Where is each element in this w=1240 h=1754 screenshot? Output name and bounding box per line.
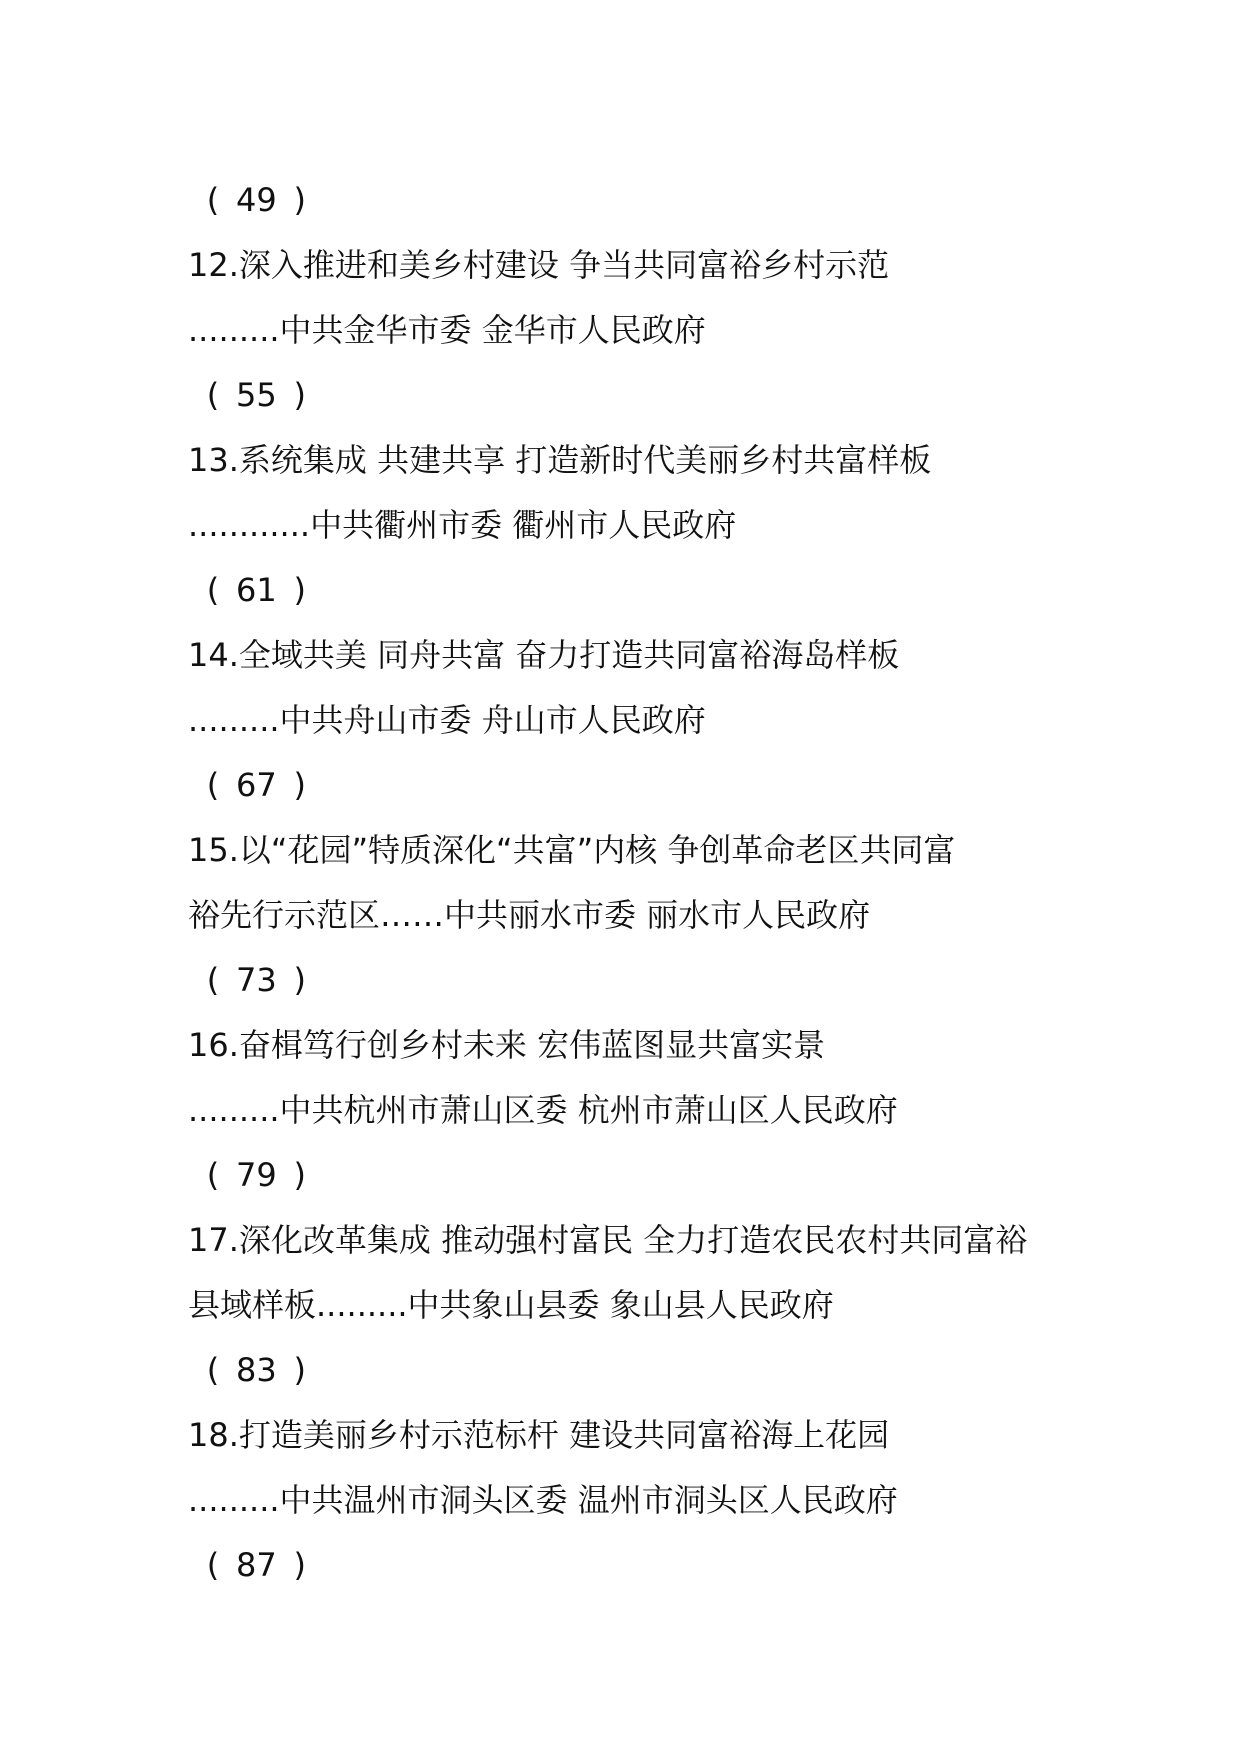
- toc-entry-author: .........中共舟山市委 舟山市人民政府: [188, 701, 706, 739]
- open-paren: (: [206, 571, 220, 609]
- toc-entry-author: .........中共金华市委 金华市人民政府: [188, 311, 706, 349]
- page-number-line: [188, 1143, 1088, 1208]
- open-paren: (: [206, 1546, 220, 1584]
- close-paren: ): [293, 1156, 306, 1194]
- page-number-line: [188, 363, 1088, 428]
- open-paren: (: [206, 961, 220, 999]
- toc-entry-title: 13.系统集成 共建共享 打造新时代美丽乡村共富样板: [188, 441, 932, 479]
- page-number-line: [188, 948, 1088, 1013]
- open-paren: (: [206, 1156, 220, 1194]
- toc-entry-author: .........中共温州市洞头区委 温州市洞头区人民政府: [188, 1481, 898, 1519]
- close-paren: ): [293, 376, 306, 414]
- toc-entry-title: 15.以“花园”特质深化“共富”内核 争创革命老区共同富: [188, 831, 956, 869]
- page-number-line: [188, 753, 1088, 818]
- open-paren: (: [206, 376, 220, 414]
- page-number: 73: [236, 961, 277, 999]
- toc-entry-title: 17.深化改革集成 推动强村富民 全力打造农民农村共同富裕: [188, 1221, 1028, 1259]
- toc-entry-title: 14.全域共美 同舟共富 奋力打造共同富裕海岛样板: [188, 636, 900, 674]
- toc-entry-title: 16.奋楫笃行创乡村未来 宏伟蓝图显共富实景: [188, 1026, 826, 1064]
- open-paren: (: [206, 181, 220, 219]
- page-number: 67: [236, 766, 277, 804]
- toc-entry-author: .........中共杭州市萧山区委 杭州市萧山区人民政府: [188, 1091, 898, 1129]
- toc-entry-title-continued: 裕先行示范区……中共丽水市委 丽水市人民政府: [188, 896, 871, 934]
- close-paren: ): [293, 1546, 306, 1584]
- close-paren: ): [293, 1351, 306, 1389]
- close-paren: ): [293, 961, 306, 999]
- toc-entry-title: 12.深入推进和美乡村建设 争当共同富裕乡村示范: [188, 246, 890, 284]
- toc-entry-author: ............中共衢州市委 衢州市人民政府: [188, 506, 737, 544]
- page-number: 87: [236, 1546, 277, 1584]
- table-of-contents: [188, 168, 1088, 1598]
- close-paren: ): [293, 571, 306, 609]
- page-number: 61: [236, 571, 277, 609]
- toc-entry-title-continued: 县域样板.........中共象山县委 象山县人民政府: [188, 1286, 834, 1324]
- close-paren: ): [293, 181, 306, 219]
- page-number-line: [188, 168, 1088, 233]
- open-paren: (: [206, 1351, 220, 1389]
- open-paren: (: [206, 766, 220, 804]
- page-number: 49: [236, 181, 277, 219]
- page-number: 83: [236, 1351, 277, 1389]
- page-number-line: [188, 1533, 1088, 1598]
- page-number: 55: [236, 376, 277, 414]
- page-number-line: [188, 1338, 1088, 1403]
- close-paren: ): [293, 766, 306, 804]
- page-number-line: [188, 558, 1088, 623]
- page-number: 79: [236, 1156, 277, 1194]
- toc-entry-title: 18.打造美丽乡村示范标杆 建设共同富裕海上花园: [188, 1416, 890, 1454]
